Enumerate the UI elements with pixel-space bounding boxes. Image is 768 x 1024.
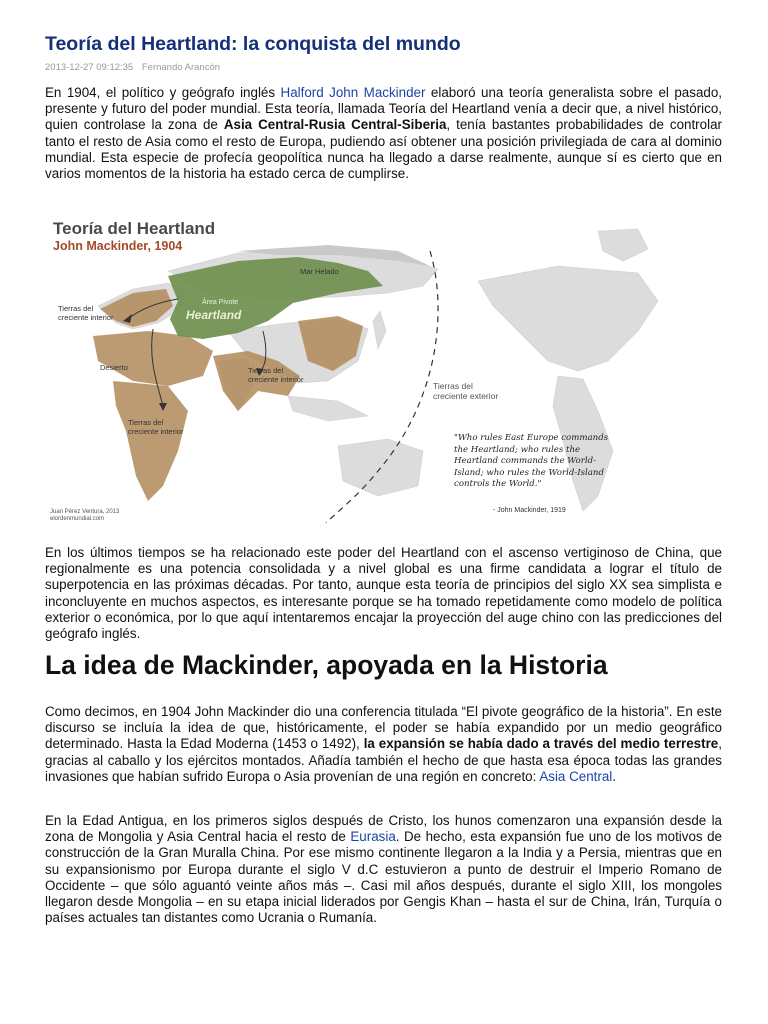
article-author: Fernando Arancón (141, 62, 221, 73)
text-span: En la Edad Antigua, en los primeros siglos después de Cristo, los hunos comenzaron una expansión desde la zona de Mongolia y Asia Central hacia el resto de (45, 813, 722, 845)
text-span: , gracias al caballo y los ejércitos montados. Añadía también el hecho de que hasta esa época todas las grandes invasiones que habían sufrido Europa o Asia provenían de una región en concreto: (45, 736, 722, 784)
text-span: elaboró una teoría generalista sobre el pasado, presente y futuro del poder mundial. Esta teoría, llamada Teoría del Heartland venía a decir que, a nivel histórico, quien controlase la zona de (45, 85, 723, 133)
heartland-map (38, 211, 680, 528)
paragraph-history (45, 704, 722, 785)
credit-author: Juan Pérez Ventura, 2013 (50, 509, 120, 515)
paragraph-intro (45, 85, 722, 182)
map-title: Teoría del Heartland (53, 219, 216, 238)
map-credit (50, 509, 119, 523)
label-outer-crescent: Tierras del creciente exterior (433, 381, 499, 401)
mackinder-quote: "Who rules East Europe commands the Heartland; who rules the Heartland commands the World-Island; who rules the World-Island controls the World." (454, 433, 609, 489)
article-meta (45, 62, 220, 73)
label-mar-helado: Mar Helado (300, 267, 339, 276)
label-inner-crescent-africa: Tierras del creciente interior (128, 418, 184, 436)
article-date: 2013-12-27 09:12:35 (45, 62, 134, 73)
map-subtitle: John Mackinder, 1904 (53, 239, 183, 253)
paragraph-huns (45, 813, 722, 926)
credit-site: elordenmundial.com (50, 516, 105, 522)
article-title[interactable]: Teoría del Heartland: la conquista del mundo (45, 33, 461, 55)
label-desierto: Desierto (100, 363, 128, 372)
label-inner-crescent-west: Tierras del creciente interior (58, 304, 114, 322)
bold-text: Asia Central-Rusia Central-Siberia (223, 117, 447, 133)
quote-source: - John Mackinder, 1919 (493, 507, 566, 514)
link-mackinder[interactable]: Halford John Mackinder (280, 85, 426, 100)
text-span: . De hecho, esta expansión fue uno de los motivos de construcción de la Gran Muralla China. Por ese mismo continente llegaron a la India y a Persia, mientras que en su expansionismo por Europa durante el siglo V d.C estuvieron a punto de destruir el Imperio Romano de Occidente – que sólo aguantó veinte años más –. Casi mil años después, durante el siglo XIII, los mongoles llegaron desde Mongolia – en su etapa inicial liderados por Gengis Khan – hasta el sur de China, Irán, Turquía o países actuales tan distantes como Ucrania o Rumanía. (45, 829, 723, 926)
text-span: . (612, 768, 616, 784)
section-heading: La idea de Mackinder, apoyada en la Historia (45, 650, 608, 680)
text-span: En 1904, el político y geógrafo inglés (45, 85, 281, 100)
label-heartland: Heartland (186, 308, 242, 322)
link-eurasia[interactable]: Eurasia (350, 829, 396, 845)
label-inner-crescent-asia: Tierras del creciente interior (248, 366, 304, 384)
label-area-pivote: Área Pivote (202, 299, 239, 306)
link-asia-central[interactable]: Asia Central (539, 768, 613, 784)
text-span: , tenía bastantes probabilidades de controlar tanto el resto de Asia como el resto de Europa, pudiendo así obtener una posición privilegiada de cara al dominio mundial. Esta especie de profecía geopolítica nunca ha llegado a darse realmente, aunque sí es cierto que en varios momentos de la historia ha estado cerca de cumplirse. (45, 117, 722, 182)
bold-text: la expansión se había dado a través del medio terrestre (363, 736, 719, 752)
paragraph-china: En los últimos tiempos se ha relacionado este poder del Heartland con el ascenso vertiginoso de China, que regionalmente es una potencia consolidada y a nivel global es una firme candidata a lograr el título de superpotencia en las próximas décadas. Por tanto, aunque esta teoría de principios del siglo XX sea simplista e inconcluyente en muchos aspectos, es interesante porque se ha tomado repetidamente como modelo de política exterior o económica, por lo que aquí intentaremos encajar la proyección del auge chino con las predicciones del geógrafo inglés. (45, 545, 722, 642)
text-span: Como decimos, en 1904 John Mackinder dio una conferencia titulada “El pivote geográfico de la historia”. En este discurso se incluía la idea de que, históricamente, el poder se había expandido por un medio geográfico determinado. Hasta la Edad Moderna (1453 o 1492), (45, 704, 722, 752)
